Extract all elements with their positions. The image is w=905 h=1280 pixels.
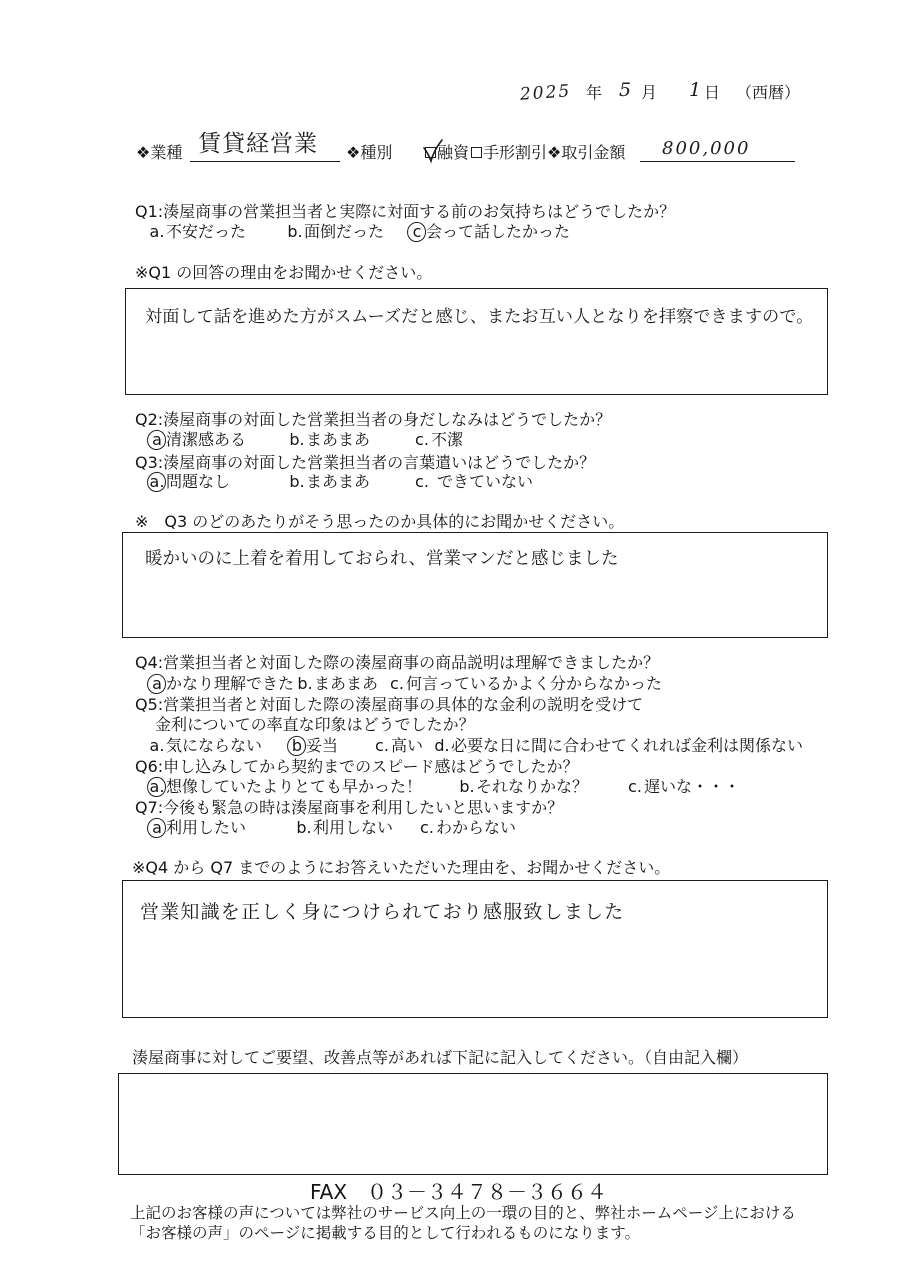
q6-question: Q6:申し込みしてから契約までのスピード感はどうでしたか？ xyxy=(135,757,579,776)
q4-q7-reason-prompt: ※Q4 から Q7 までのようにお答えいただいた理由を、お聞かせください。 xyxy=(132,858,671,877)
q3-question: Q3:湊屋商事の対面した営業担当者の言葉遣いはどうでしたか？ xyxy=(135,453,596,472)
amount-underline xyxy=(640,161,795,162)
calendar-note: （西暦） xyxy=(736,83,801,102)
q1-question: Q1:湊屋商事の営業担当者と実際に対面する前のお気持ちはどうでしたか？ xyxy=(135,202,676,221)
option-text: まあまあ xyxy=(306,430,371,449)
q1-option-b xyxy=(286,223,384,241)
footer-note-line2: 「お客様の声」のページに掲載する目的として行われるものになります。 xyxy=(130,1224,640,1242)
option-letter: b xyxy=(291,736,303,755)
option-letter: c. xyxy=(375,736,389,755)
option-text: 必要な日に間に合わせてくれれば金利は関係ない xyxy=(451,736,804,755)
q7-option-a xyxy=(148,819,246,837)
fax-number: FAX ０３－３４７８－３６６４ xyxy=(310,1180,608,1204)
q1-option-c xyxy=(408,223,570,241)
option-text: 清潔感ある xyxy=(166,430,247,449)
option-letter: b. xyxy=(459,777,475,796)
option-text: 何言っているかよく分からなかった xyxy=(406,674,663,693)
date-year-unit: 年 xyxy=(586,83,603,102)
amount-value-handwritten: 800,000 xyxy=(662,138,751,159)
industry-underline xyxy=(190,161,340,162)
q5-question-line2: 金利についての率直な印象はどうでしたか？ xyxy=(155,715,475,734)
q4-option-c xyxy=(388,675,662,693)
q4-option-b xyxy=(296,675,378,693)
q5-question: Q5:営業担当者と対面した際の湊屋商事の具体的な金利の説明を受けて xyxy=(135,695,644,714)
q2-option-a xyxy=(148,431,246,449)
q5-option-c xyxy=(373,737,423,755)
option-text: 不潔 xyxy=(431,430,464,449)
q7-option-c xyxy=(418,819,516,837)
industry-value-handwritten: 賃貸経営業 xyxy=(198,131,318,157)
industry-label: ❖業種 xyxy=(136,143,183,162)
option-text: 会って話したかった xyxy=(426,222,571,241)
q7-option-b xyxy=(295,819,393,837)
option-letter: c. xyxy=(628,777,642,796)
q6-option-c xyxy=(626,778,740,796)
type-label: ❖種別 xyxy=(346,143,393,162)
option-text: まあまあ xyxy=(306,472,371,491)
option-letter: a. xyxy=(149,736,165,755)
date-day-unit: 日 xyxy=(704,83,721,102)
q7-question: Q7:今後も緊急の時は湊屋商事を利用したいと思いますか？ xyxy=(135,798,564,817)
option-letter: c. xyxy=(415,472,429,491)
option-letter: a. xyxy=(149,472,165,491)
option-text: 想像していたよりとても早かった！ xyxy=(166,777,423,796)
q1-reason-prompt: ※Q1 の回答の理由をお聞かせください。 xyxy=(135,263,433,282)
option-letter: c. xyxy=(390,674,404,693)
option-text: 面倒だった xyxy=(304,222,385,241)
option-letter: b. xyxy=(296,818,312,837)
q4-question: Q4:営業担当者と対面した際の湊屋商事の商品説明は理解できましたか？ xyxy=(135,653,660,672)
option-letter: b. xyxy=(297,674,313,693)
free-comment-prompt: 湊屋商事に対してご要望、改善点等があれば下記に記入してください。（自由記入欄） xyxy=(132,1048,749,1067)
option-letter: a xyxy=(152,430,162,449)
option-letter: b. xyxy=(289,472,305,491)
q3-reason-prompt: ※ Q3 のどのあたりがそう思ったのか具体的にお聞かせください。 xyxy=(135,512,625,531)
q1-option-a xyxy=(148,223,246,241)
footer-note-line1: 上記のお客様の声については弊社のサービス向上の一環の目的と、弊社ホームページ上における xyxy=(130,1204,796,1222)
q5-option-a xyxy=(148,737,262,755)
q6-option-a xyxy=(148,778,422,796)
q3-option-a xyxy=(148,473,230,491)
q2-option-c xyxy=(413,431,463,449)
option-text: 不安だった xyxy=(166,222,247,241)
option-letter: a xyxy=(152,818,162,837)
option-letter: a. xyxy=(149,222,165,241)
q2-question: Q2:湊屋商事の対面した営業担当者の身だしなみはどうでしたか？ xyxy=(135,410,612,429)
date-year-handwritten: 2025 xyxy=(519,81,572,105)
q3-reason-box xyxy=(122,532,828,638)
option-letter: b. xyxy=(289,430,305,449)
option-letter: a xyxy=(152,674,162,693)
option-text: かなり理解できた xyxy=(166,674,295,693)
option-letter: d. xyxy=(434,736,450,755)
option-text: 利用したい xyxy=(166,818,247,837)
option-letter: a. xyxy=(149,777,165,796)
option-text: それなりかな？ xyxy=(476,777,589,796)
checkbox-bill-discount xyxy=(471,147,482,158)
option-text: 利用しない xyxy=(313,818,394,837)
q3-option-b xyxy=(288,473,370,491)
option-text: まあまあ xyxy=(314,674,379,693)
q6-option-b xyxy=(458,778,588,796)
option-text: 気にならない xyxy=(166,736,263,755)
option-text: わからない xyxy=(436,818,517,837)
option-text: 高い xyxy=(391,736,424,755)
q5-option-b xyxy=(288,737,338,755)
q1-reason-box xyxy=(125,288,828,395)
date-month-unit: 月 xyxy=(641,83,658,102)
q2-option-b xyxy=(288,431,370,449)
option-letter: c xyxy=(412,222,422,241)
option-letter: b. xyxy=(287,222,303,241)
q4-q7-reason-answer-handwritten: 営業知識を正しく身につけられており感服致しました xyxy=(140,901,625,923)
type-option-bill-discount-label: 手形割引 xyxy=(483,143,548,162)
type-option-loan-label: 融資 xyxy=(437,143,470,162)
q3-reason-answer-handwritten: 暖かいのに上着を着用しておられ、営業マンだと感じました xyxy=(145,549,619,569)
q4-option-a xyxy=(148,675,294,693)
q5-option-d xyxy=(433,737,803,755)
option-letter: c. xyxy=(420,818,434,837)
date-month-handwritten: 5 xyxy=(619,79,632,101)
option-letter: c. xyxy=(415,430,429,449)
option-text: 遅いな・・・ xyxy=(644,777,741,796)
option-text: 問題なし xyxy=(166,472,231,491)
option-text: できていない xyxy=(437,472,534,491)
q3-option-c xyxy=(413,473,533,491)
free-comment-box xyxy=(118,1073,828,1175)
date-day-handwritten: 1 xyxy=(689,79,702,101)
amount-label: ❖取引金額 xyxy=(547,143,626,162)
option-text: 妥当 xyxy=(306,736,339,755)
q1-reason-answer-handwritten: 対面して話を進めた方がスムーズだと感じ、またお互い人となりを拝察できますので。 xyxy=(145,307,814,327)
